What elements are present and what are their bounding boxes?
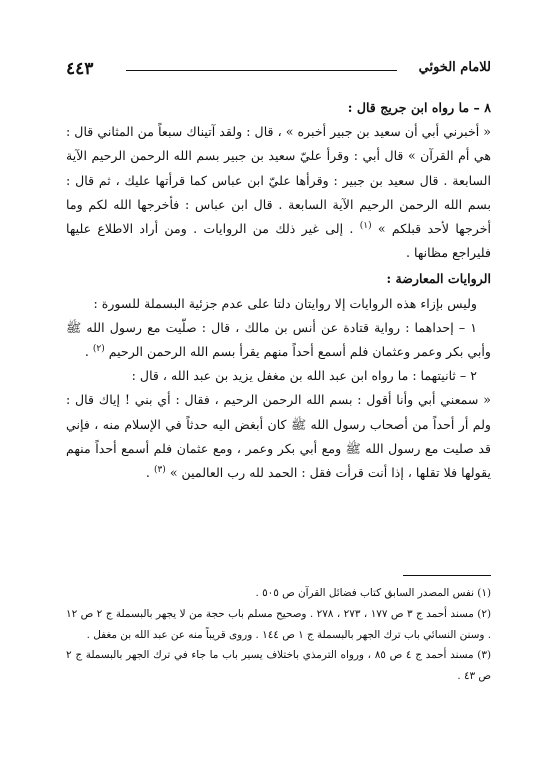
footnote-ref-1: (١) xyxy=(359,220,372,231)
narration-2 xyxy=(66,388,491,485)
footnotes xyxy=(66,583,491,687)
section-heading: الروايات المعارضة : xyxy=(386,271,491,287)
footnote-ref-2: (٢) xyxy=(92,343,105,354)
header-rule xyxy=(126,70,397,71)
narration-2-end: . xyxy=(145,465,150,481)
narration-2-text: « سمعني أبي وأنا أقول : بسم الله الرحمن الرحيم ، فقال : أي بني ! إياك قال : ولم أر أحداً من أصحاب رسول الله ﷺ كان أبغض اليه حدثاً في الإسلام منه ، فإني قد صليت مع رسول الله ﷺ ومع أبي بكر وعمر ، ومع عثمان فلم أسمع أحداً منهم يقولها فلا تقلها ، إذا أنت قرأت فقل : الحمد لله رب العالمين » xyxy=(66,392,491,481)
section-intro: وليس بإزاء هذه الروايات إلا روايتان دلتا على عدم جزئية البسملة للسورة : xyxy=(93,295,477,311)
footnote-1: (١) نفس المصدر السابق كتاب فضائل القرآن ص ٥٠٥ . xyxy=(255,587,491,599)
item8-tail: . إلى غير ذلك من الروايات . ومن أراد الاطلاع عليها فليراجع مظانها . xyxy=(66,221,491,261)
running-title: للامام الخوئي xyxy=(418,60,491,75)
main-text xyxy=(66,96,491,485)
footnote-rule xyxy=(403,575,491,576)
item8-paragraph xyxy=(66,120,491,265)
footnote-3: (٣) مسند أحمد ج ٤ ص ٨٥ ، ورواه الترمذي باختلاف يسير باب ما جاء في ترك الجهر بالبسملة ج ٢ ص ٤٣ . xyxy=(66,649,492,683)
narration-1 xyxy=(66,316,491,364)
footnote-2: (٢) مسند أحمد ج ٣ ص ١٧٧ ، ٢٧٣ ، ٢٧٨ . وصحيح مسلم باب حجة من لا يجهر بالبسملة ج ٢ ص ١٢ . وسنن النسائي باب ترك الجهر بالبسملة ج ١ ص ١٤٤ . وروى قريباً منه عن عبد الله بن مغفل . xyxy=(66,607,492,641)
page-header xyxy=(66,58,491,82)
item8-heading: ٨ – ما رواه ابن جريج قال : xyxy=(347,100,491,115)
narration-1-text: ١ – إحداهما : رواية قتادة عن أنس بن مالك ، قال : صلّيت مع رسول الله ﷺ وأبي بكر وعمر وعثمان فلم أسمع أحداً منهم يقرأ بسم الله الرحمن الرحيم xyxy=(66,319,491,360)
item8-quote: « أخبرني أبي أن سعيد بن جبير أخبره » ، قال : ولقد آتيناك سبعاً من المثاني قال : هي أم القرآن » قال أبي : وقرأ عليّ سعيد بن جبير بسم الله الرحمن الرحيم الآية السابعة . قال سعيد بن جبير : وقرأها عليّ ابن عباس كما قرأتها عليك ، ثم قال : بسم الله الرحمن الرحيم الآية السابعة . قال ابن عباس : فأخرجها الله لكم وما أخرجها لأحد قبلكم » xyxy=(66,124,492,237)
narration-2-heading: ٢ – ثانيتهما : ما رواه ابن عبد الله بن مغفل يزيد بن عبد الله ، قال : xyxy=(131,368,477,384)
narration-1-end: . xyxy=(84,344,89,360)
page-number: ٤٤٣ xyxy=(66,59,94,79)
footnote-ref-3: (٣) xyxy=(153,464,166,475)
